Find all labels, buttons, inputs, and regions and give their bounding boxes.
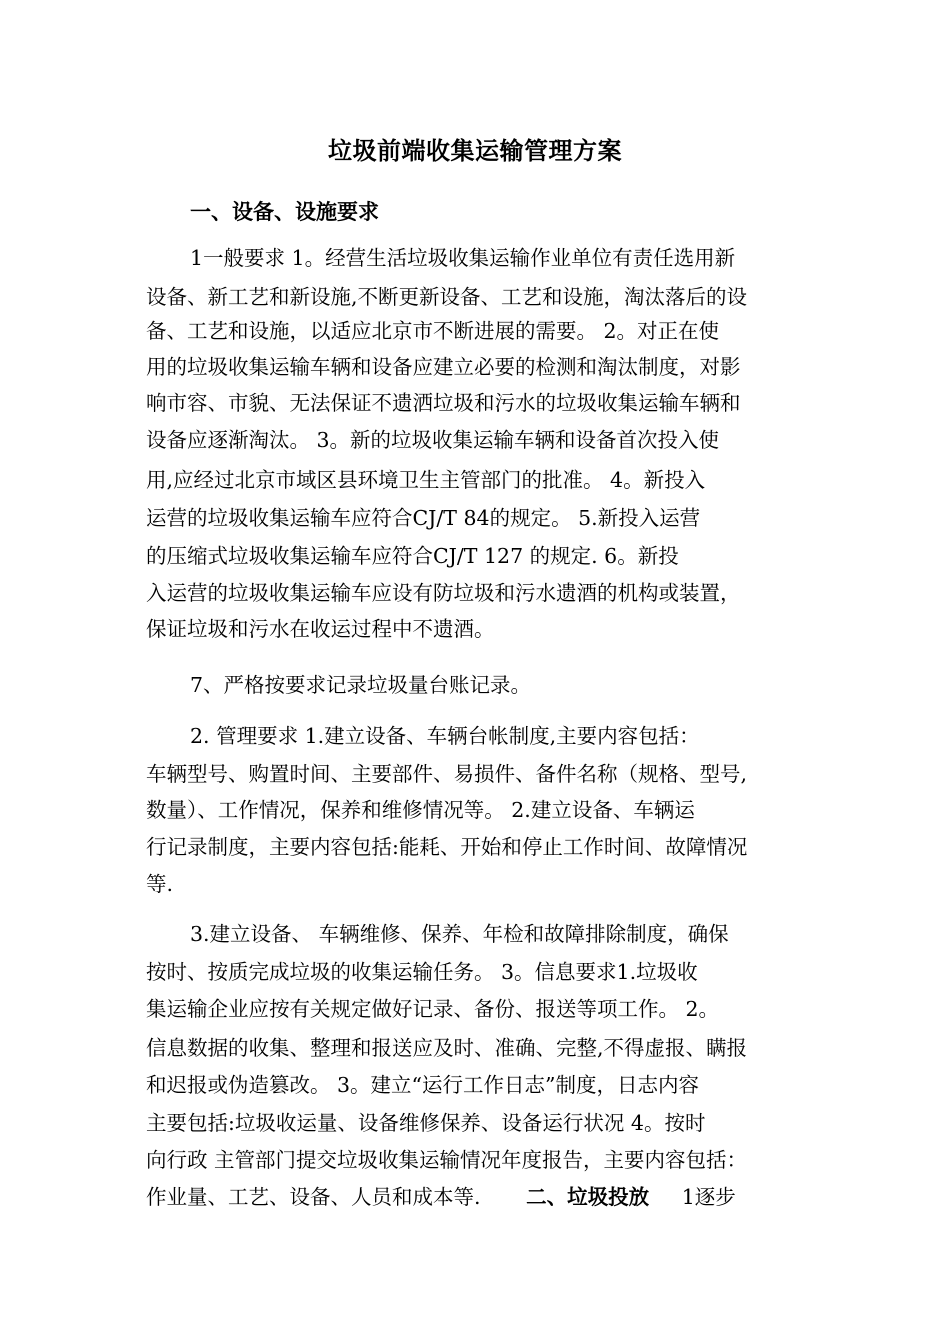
paragraph-line: 向行政 主管部门提交垃圾收集运输情况年度报告，主要内容包括： — [146, 1148, 748, 1172]
paragraph-line: 备、工艺和设施，以适应北京市不断进展的需要。 2。对正在使 — [146, 319, 720, 343]
paragraph-line: 和迟报或伪造篡改。 3。建立“运行工作日志”制度，日志内容 — [146, 1073, 700, 1097]
paragraph-line: 信息数据的收集、整理和报送应及时、准确、完整,不得虚报、瞒报 — [146, 1036, 748, 1060]
paragraph-line — [146, 1182, 806, 1212]
section-heading-disposal: 二、垃圾投放 — [526, 1185, 650, 1209]
document-title: 垃圾前端收集运输管理方案 — [328, 137, 622, 165]
paragraph-line: 入运营的垃圾收集运输车应设有防垃圾和污水遗酒的机构或装置， — [146, 581, 741, 605]
paragraph-line: 按时、按质完成垃圾的收集运输任务。 3。信息要求1.垃圾收 — [146, 960, 698, 984]
section-heading-equipment: 一、设备、设施要求 — [190, 200, 379, 224]
paragraph-line: 运营的垃圾收集运输车应符合CJ/T 84的规定。 5.新投入运营 — [146, 506, 701, 530]
paragraph-line: 主要包括:垃圾收运量、设备维修保养、设备运行状况 4。按时 — [146, 1111, 706, 1135]
paragraph-line: 数量）、工作情况，保养和维修情况等。 2.建立设备、车辆运 — [146, 798, 695, 822]
paragraph-line: 设备应逐渐淘汰。 3。新的垃圾收集运输车辆和设备首次投入使 — [146, 428, 720, 452]
paragraph-line: 车辆型号、购置时间、主要部件、易损件、备件名称（规格、型号, — [146, 762, 748, 786]
paragraph-line: 设备、新工艺和新设施,不断更新设备、工艺和设施，淘汰落后的设 — [146, 285, 748, 309]
paragraph-line: 的压缩式垃圾收集运输车应符合CJ/T 127 的规定. 6。新投 — [146, 544, 679, 568]
paragraph-line: 集运输企业应按有关规定做好记录、备份、报送等项工作。 2。 — [146, 997, 720, 1021]
paragraph-line: 用的垃圾收集运输车辆和设备应建立必要的检测和淘汰制度，对影 — [146, 355, 741, 379]
paragraph-line: 响市容、市貌、无法保证不遗洒垃圾和污水的垃圾收集运输车辆和 — [146, 391, 741, 415]
paragraph-text: 1逐步 — [681, 1185, 736, 1209]
paragraph-line: 行记录制度，主要内容包括:能耗、开始和停止工作时间、故障情况 — [146, 835, 748, 859]
paragraph-text: 作业量、工艺、设备、人员和成本等. — [146, 1185, 481, 1209]
paragraph-line: 3.建立设备、 车辆维修、保养、年检和故障排除制度，确保 — [190, 922, 729, 946]
paragraph-line: 用,应经过北京市域区县环境卫生主管部门的批准。 4。新投入 — [146, 468, 706, 492]
paragraph-line: 等. — [146, 872, 174, 896]
paragraph-line: 2. 管理要求 1.建立设备、车辆台帐制度,主要内容包括： — [190, 724, 700, 748]
paragraph-line: 保证垃圾和污水在收运过程中不遗酒。 — [146, 617, 495, 641]
paragraph-line: 1一般要求 1。经营生活垃圾收集运输作业单位有责任选用新 — [190, 246, 736, 270]
paragraph-line: 7、严格按要求记录垃圾量台账记录。 — [190, 673, 532, 697]
